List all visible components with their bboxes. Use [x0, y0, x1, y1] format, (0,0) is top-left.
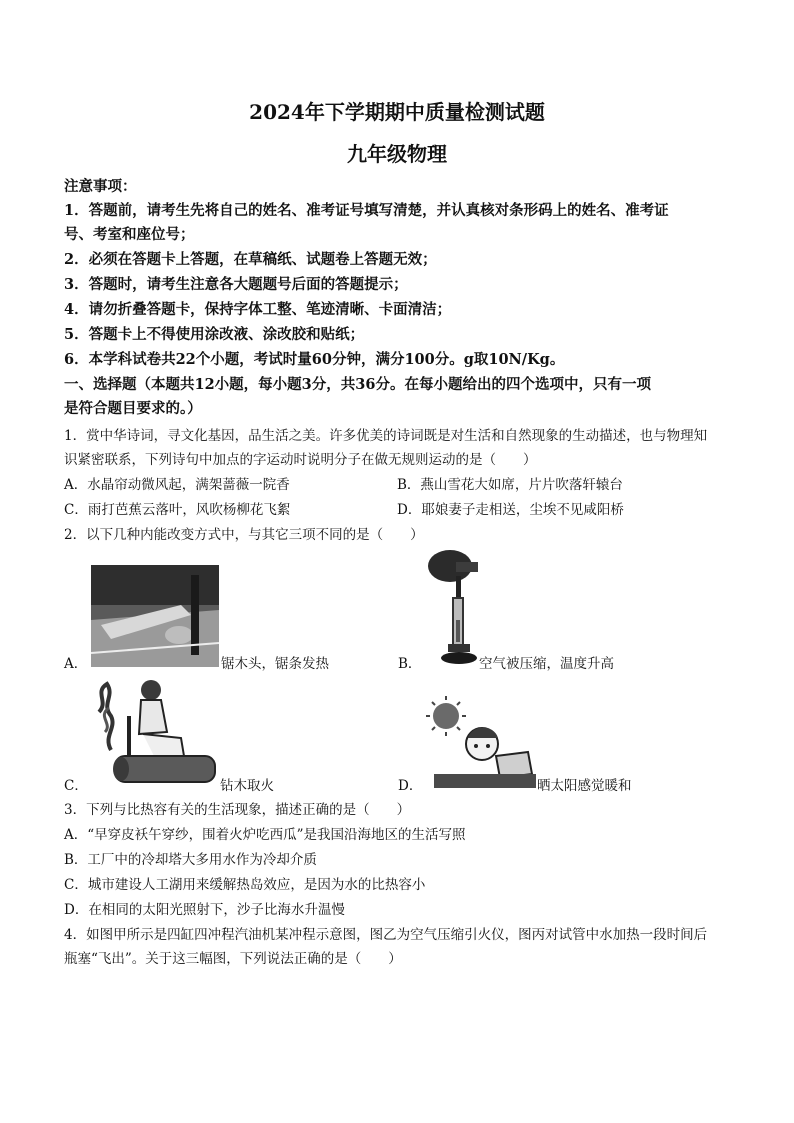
question-2-option-b-letter: B． — [398, 656, 422, 672]
question-1-stem-cont: 识紧密联系，下列诗句中加点的字运动时说明分子在做无规则运动的是（ ） — [64, 452, 537, 468]
question-1-stem: 1．赏中华诗词，寻文化基因，品生活之美。许多优美的诗词既是对生活和自然现象的生动描述，也与物理知 — [64, 428, 708, 444]
question-2-stem: 2．以下几种内能改变方式中，与其它三项不同的是（ ） — [64, 527, 424, 543]
notice-item: 5．答题卡上不得使用涂改液、涂改胶和贴纸； — [64, 326, 365, 343]
question-2-option-b-text: 空气被压缩，温度升高 — [479, 656, 614, 672]
question-2-option-c-letter: C． — [64, 778, 88, 794]
question-3-option-d: D．在相同的太阳光照射下，沙子比海水升温慢 — [64, 902, 345, 918]
question-2-option-c-text: 钻木取火 — [220, 778, 274, 794]
notice-item: 2．必须在答题卡上答题，在草稿纸、试题卷上答题无效； — [64, 251, 437, 268]
question-1-option-b: B．燕山雪花大如席，片片吹落轩辕台 — [397, 477, 623, 493]
notice-heading: 注意事项： — [64, 178, 137, 195]
question-1-option-a: A．水晶帘动微风起，满架蔷薇一院香 — [64, 477, 290, 493]
notice-item: 1．答题前，请考生先将自己的姓名、准考证号填写清楚，并认真核对条形码上的姓名、准考证 — [64, 202, 669, 219]
section-heading-cont: 是符合题目要求的。） — [64, 400, 202, 417]
air-compression-apparatus-image — [420, 548, 478, 668]
section-heading: 一、选择题（本题共12小题，每小题3分，共36分。在每小题给出的四个选项中，只有一项 — [64, 376, 651, 393]
question-1-option-c: C．雨打芭蕉云落叶，风吹杨柳花飞絮 — [64, 502, 291, 518]
question-2-option-a-text: 锯木头，锯条发热 — [221, 656, 329, 672]
sunbathing-image — [424, 694, 536, 790]
question-1-option-d: D．耶娘妻子走相送，尘埃不见咸阳桥 — [397, 502, 624, 518]
notice-item: 3．答题时，请考生注意各大题题号后面的答题提示； — [64, 276, 408, 293]
question-3-option-c: C．城市建设人工湖用来缓解热岛效应，是因为水的比热容小 — [64, 877, 426, 893]
notice-item: 6．本学科试卷共22个小题，考试时量60分钟，满分100分。g取10N/Kg。 — [64, 351, 565, 368]
page-title: 2024年下学期期中质量检测试题 — [249, 100, 545, 124]
notice-item: 4．请勿折叠答题卡，保持字体工整、笔迹清晰、卡面清洁； — [64, 301, 452, 318]
question-4-stem: 4．如图甲所示是四缸四冲程汽油机某冲程示意图，图乙为空气压缩引火仪，图丙对试管中水加热一段时间后 — [64, 927, 708, 943]
sawing-wood-image — [91, 565, 219, 667]
question-2-option-d-text: 晒太阳感觉暖和 — [537, 778, 632, 794]
question-4-stem-cont: 瓶塞“飞出”。关于这三幅图，下列说法正确的是（ ） — [64, 951, 402, 967]
question-2-option-d-letter: D． — [398, 778, 423, 794]
notice-item: 号、考室和座位号； — [64, 226, 195, 243]
question-2-option-a-letter: A． — [64, 656, 88, 672]
question-3-option-b: B．工厂中的冷却塔大多用水作为冷却介质 — [64, 852, 317, 868]
page-subtitle: 九年级物理 — [347, 142, 447, 166]
question-3-option-a: A．“早穿皮袄午穿纱，围着火炉吃西瓜”是我国沿海地区的生活写照 — [64, 827, 466, 843]
question-3-stem: 3．下列与比热容有关的生活现象，描述正确的是（ ） — [64, 802, 411, 818]
drilling-wood-fire-image — [89, 672, 217, 790]
